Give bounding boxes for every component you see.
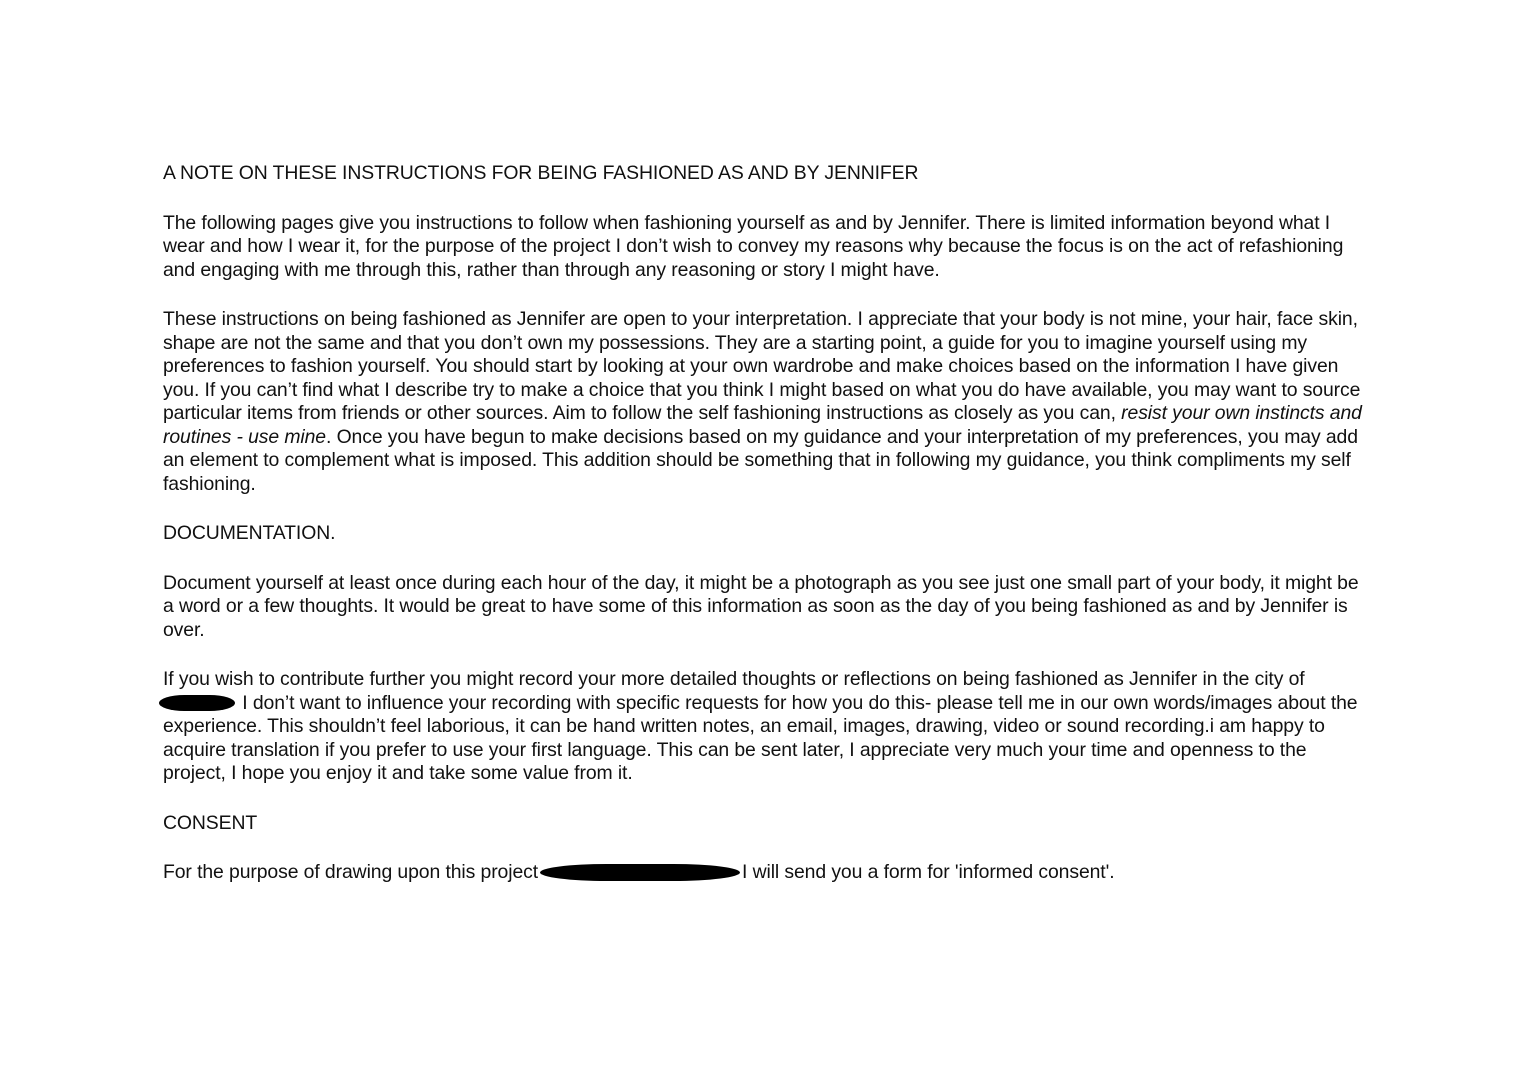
contribute-paragraph [163, 668, 1373, 786]
redaction-mark [540, 864, 740, 881]
redaction-mark [159, 695, 235, 711]
consent-text-end: I will send you a form for 'informed consent'. [742, 861, 1115, 883]
contribute-text-end: I don’t want to influence your recording with specific requests for how you do this- please tell me in our own words/images about the experience. This shouldn’t feel laborious, it can be hand written notes, an email, images, drawing, video or sound recording.i am happy to acquire translation if you prefer to use your first language. This can be sent later, I appreciate very much your time and openness to the project, I hope you enjoy it and take some value from it. [163, 691, 1358, 784]
documentation-paragraph: Document yourself at least once during each hour of the day, it might be a photograph as you see just one small part of your body, it might be a word or a few thoughts. It would be great to have some of this information as soon as the day of you being fashioned as and by Jennifer is over. [163, 571, 1359, 641]
document-page [163, 162, 1373, 911]
interpretation-paragraph [163, 308, 1373, 496]
documentation-heading: DOCUMENTATION. [163, 522, 336, 544]
contribute-text-start: If you wish to contribute further you might record your more detailed thoughts or reflections on being fashioned as Jennifer in the city of [163, 668, 1305, 690]
intro-paragraph: The following pages give you instructions to follow when fashioning yourself as and by Jennifer. There is limited information beyond what I wear and how I wear it, for the purpose of the project I don’t wish to convey my reasons why because the focus is on the act of refashioning and engaging with me through this, rather than through any reasoning or story I might have. [163, 211, 1344, 281]
interpretation-emphasis: resist your own instincts and routines - use mine [163, 402, 1362, 448]
consent-paragraph [163, 861, 1373, 885]
interpretation-text-end: . Once you have begun to make decisions based on my guidance and your interpretation of my preferences, you may add an element to complement what is imposed. This addition should be something that in following my guidance, you think compliments my self fashioning. [163, 425, 1358, 495]
consent-heading: CONSENT [163, 811, 258, 834]
document-title: A NOTE ON THESE INSTRUCTIONS FOR BEING FASHIONED AS AND BY JENNIFER [163, 162, 919, 184]
interpretation-text-start: These instructions on being fashioned as Jennifer are open to your interpretation. I appreciate that your body is not mine, your hair, face skin, shape are not the same and that you don’t own my possessions. They are a starting point, a guide for you to imagine yourself using my preferences to fashion yourself. You should start by looking at your own wardrobe and make choices based on the information I have given you. If you can’t find what I describe try to make a choice that you think I might based on what you do have available, you may want to source particular items from friends or other sources. Aim to follow the self fashioning instructions as closely as you can, [163, 308, 1361, 424]
consent-text-start: For the purpose of drawing upon this project [163, 861, 539, 883]
